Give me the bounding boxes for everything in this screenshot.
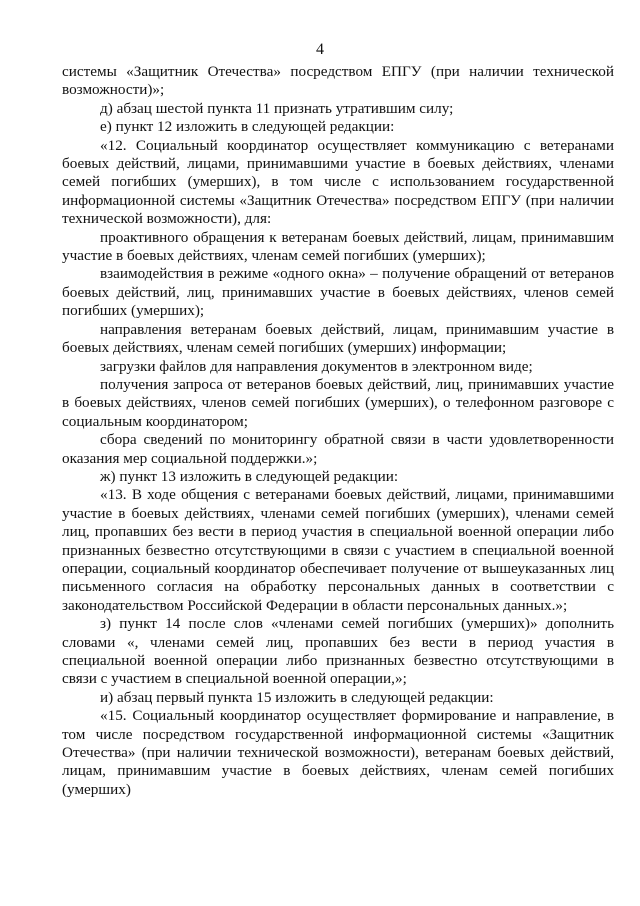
paragraph: взаимодействия в режиме «одного окна» – получение обращений от ветеранов боевых действий, лиц, принимавших участие в боевых действиях, членов семей погибших (умерших); — [62, 265, 614, 320]
paragraph: загрузки файлов для направления документов в электронном виде; — [100, 357, 533, 375]
paragraph: «12. Социальный координатор осуществляет коммуникацию с ветеранами боевых действий, лицами, принимавшими участие в боевых действиях, членами семей погибших (умерших), в том числе с использованием государственной информационной системы «Защитник Отечества» посредством ЕПГУ (при наличии технической возможности), для: — [62, 136, 614, 228]
paragraph: ж) пункт 13 изложить в следующей редакции: — [100, 467, 399, 485]
paragraph: сбора сведений по мониторингу обратной связи в части удовлетворенности оказания мер социальной поддержки.»; — [62, 431, 614, 467]
paragraph: д) абзац шестой пункта 11 признать утратившим силу; — [100, 99, 454, 117]
paragraph: получения запроса от ветеранов боевых действий, лиц, принимавших участие в боевых действиях, членов семей погибших (умерших), о телефонном разговоре с социальным координатором; — [62, 375, 614, 430]
paragraph: «15. Социальный координатор осуществляет формирование и направление, в том числе посредством государственной информационной системы «Защитник Отечества» (при наличии технической возможности), ветеранам боевых действий, лицам, принимавшим участие в боевых действиях, членам семей погибших (умерших) — [62, 707, 614, 798]
paragraph: з) пункт 14 после слов «членами семей погибших (умерших)» дополнить словами «, членами семей лиц, пропавших без вести в период участия в специальной военной операции либо признанных безвестно отсутствующими в связи с участием в специальной военной операции,»; — [62, 615, 614, 688]
paragraph: и) абзац первый пункта 15 изложить в следующей редакции: — [100, 688, 494, 706]
paragraph: «13. В ходе общения с ветеранами боевых действий, лицами, принимавшими участие в боевых действиях, членами семей погибших (умерших), членами семей лиц, пропавших без вести в период участия в специальной военной операции либо признанных безвестно отсутствующими в связи с участием в специальной военной операции, социальный координатор обеспечивает получение от вышеуказанных лиц письменного согласия на обработку персональных данных в соответствии с законодательством Российской Федерации в области персональных данных.»; — [62, 486, 614, 614]
paragraph: е) пункт 12 изложить в следующей редакции: — [100, 118, 395, 136]
paragraph: системы «Защитник Отечества» посредством ЕПГУ (при наличии технической возможности)»; — [62, 63, 614, 99]
document-body — [62, 63, 614, 799]
page-number: 4 — [316, 41, 324, 58]
paragraph: проактивного обращения к ветеранам боевых действий, лицам, принимавшим участие в боевых действиях, членам семей погибших (умерших); — [62, 228, 614, 265]
paragraph: направления ветеранам боевых действий, лицам, принимавшим участие в боевых действиях, членам семей погибших (умерших) информации; — [62, 320, 614, 357]
